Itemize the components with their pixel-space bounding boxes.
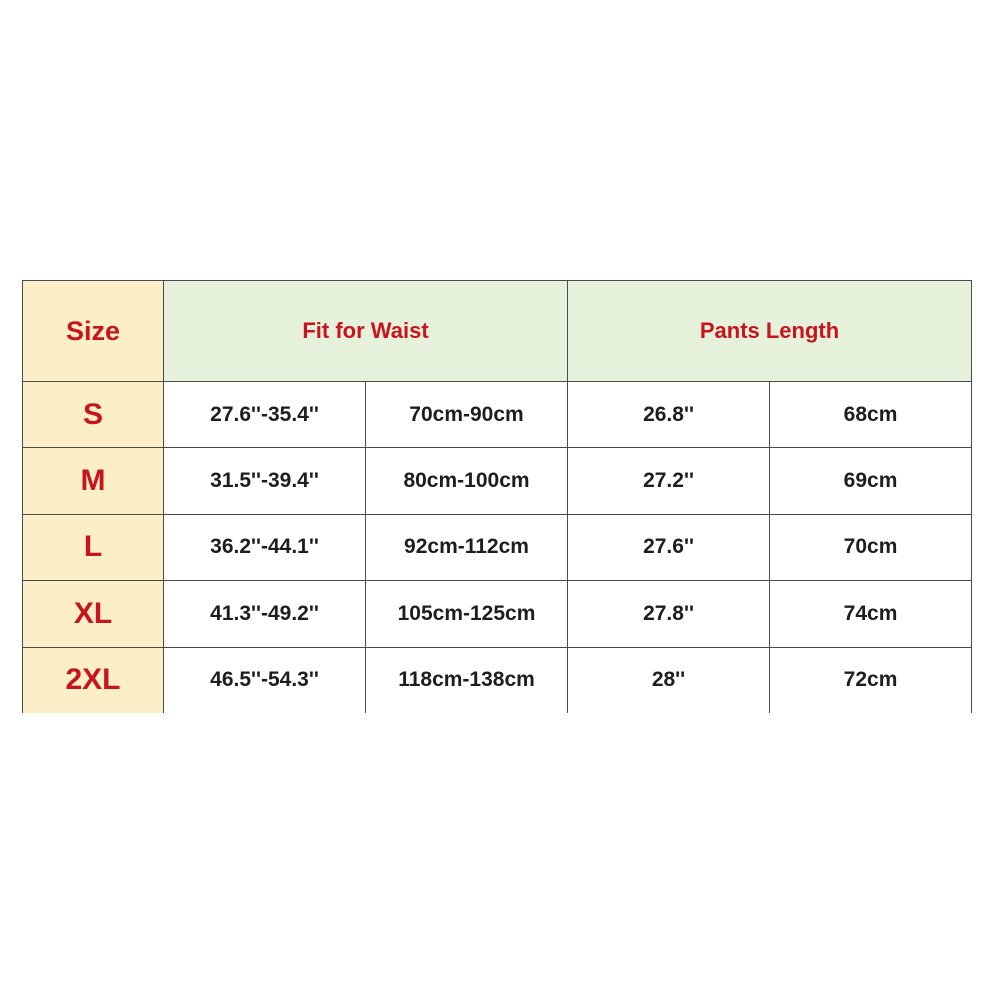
table-row <box>23 382 972 448</box>
table-row <box>23 581 972 647</box>
length-cm-cell: 72cm <box>770 647 972 713</box>
waist-cm-cell: 80cm-100cm <box>366 448 568 514</box>
size-cell: M <box>23 448 164 514</box>
waist-cm-cell: 92cm-112cm <box>366 514 568 580</box>
waist-inches-cell: 36.2''-44.1'' <box>164 514 366 580</box>
table-header-row <box>23 281 972 382</box>
length-cm-cell: 70cm <box>770 514 972 580</box>
length-inches-cell: 27.2'' <box>568 448 770 514</box>
size-cell: L <box>23 514 164 580</box>
length-cm-cell: 74cm <box>770 581 972 647</box>
table-row <box>23 514 972 580</box>
waist-inches-cell: 31.5''-39.4'' <box>164 448 366 514</box>
table-row <box>23 448 972 514</box>
waist-cm-cell: 105cm-125cm <box>366 581 568 647</box>
length-inches-cell: 27.8'' <box>568 581 770 647</box>
size-cell: XL <box>23 581 164 647</box>
length-inches-cell: 28'' <box>568 647 770 713</box>
header-size: Size <box>23 281 164 382</box>
waist-inches-cell: 27.6''-35.4'' <box>164 382 366 448</box>
size-chart-table <box>22 280 972 713</box>
header-pants-length: Pants Length <box>568 281 972 382</box>
size-cell: S <box>23 382 164 448</box>
size-cell: 2XL <box>23 647 164 713</box>
table-row <box>23 647 972 713</box>
waist-cm-cell: 118cm-138cm <box>366 647 568 713</box>
length-inches-cell: 27.6'' <box>568 514 770 580</box>
length-cm-cell: 69cm <box>770 448 972 514</box>
waist-cm-cell: 70cm-90cm <box>366 382 568 448</box>
length-cm-cell: 68cm <box>770 382 972 448</box>
waist-inches-cell: 46.5''-54.3'' <box>164 647 366 713</box>
header-fit-for-waist: Fit for Waist <box>164 281 568 382</box>
waist-inches-cell: 41.3''-49.2'' <box>164 581 366 647</box>
length-inches-cell: 26.8'' <box>568 382 770 448</box>
